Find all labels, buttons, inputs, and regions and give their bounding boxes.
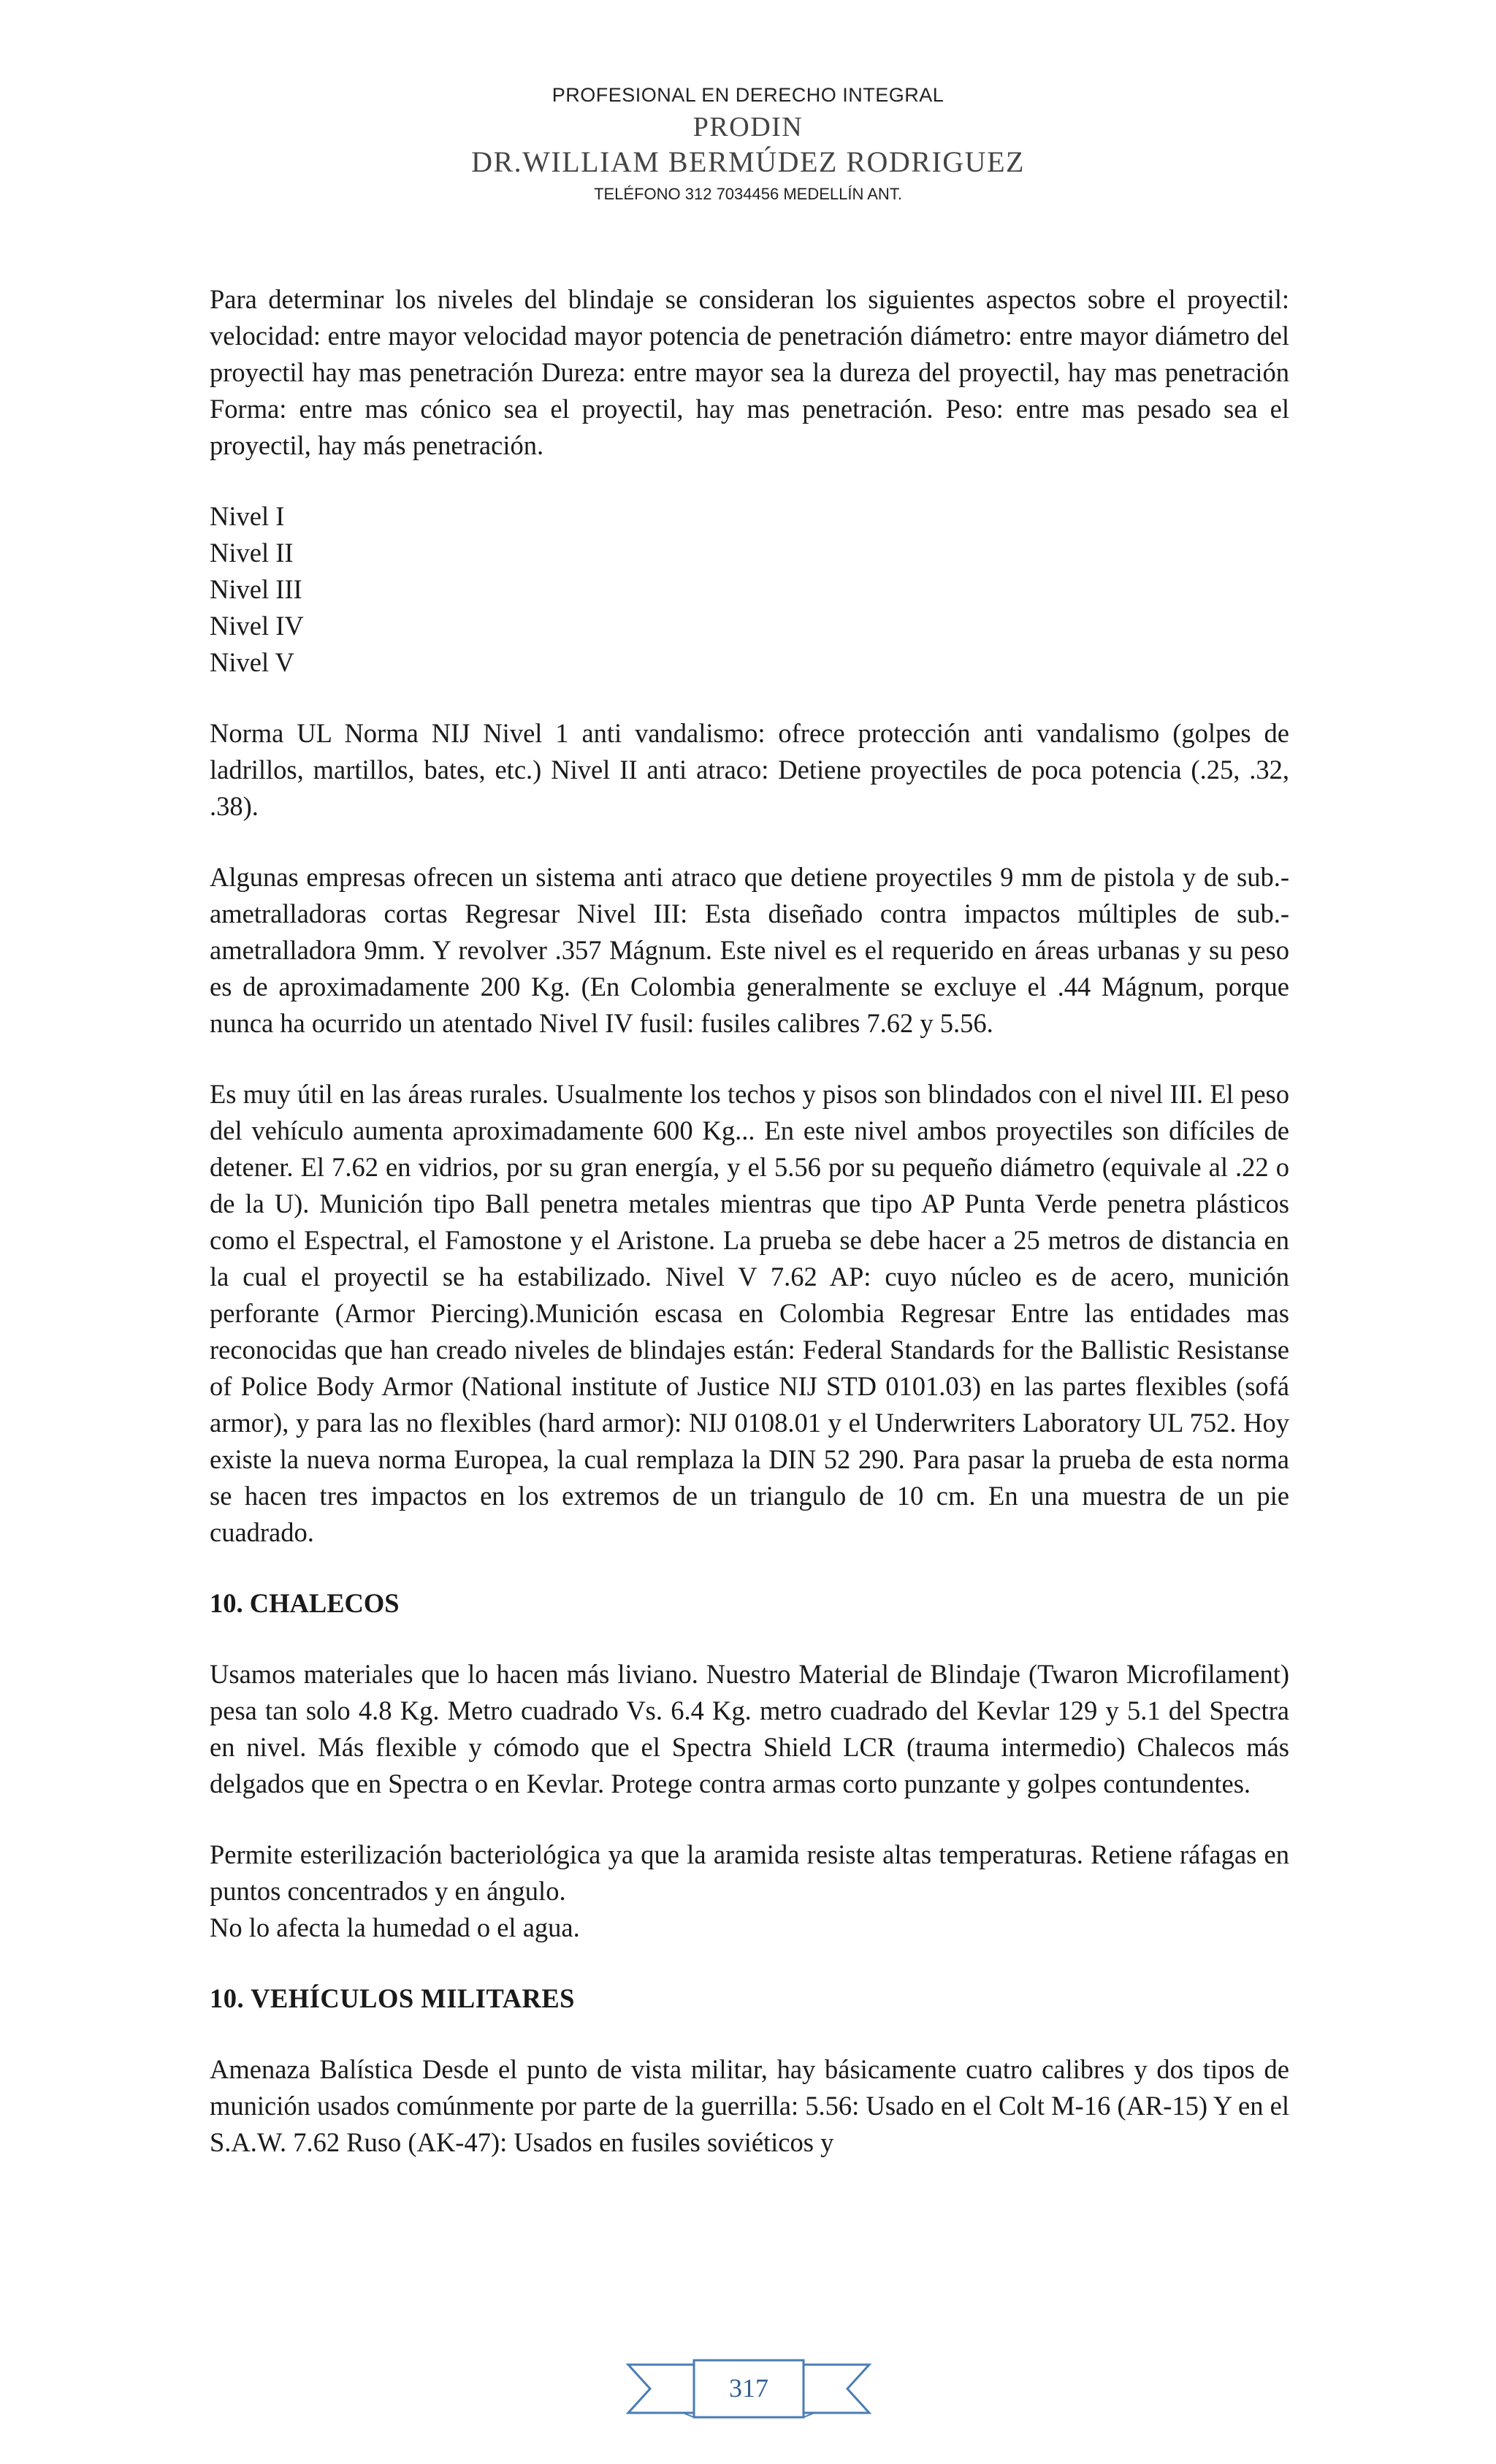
level-item: Nivel II xyxy=(210,538,294,568)
paragraph-projectile-aspects: Para determinar los niveles del blindaje se consideran los siguientes aspectos sobre el proyectil: velocidad: entre mayor velocidad mayor potencia de penetración diámetro: entre mayor diámetro del proyectil hay mas penetración Dureza: entre mayor sea la dureza del proyectil, hay mas penetración Forma: entre mas cónico sea el proyectil, hay mas penetración. Peso: entre mas pesado sea el proyectil, hay más penetración. xyxy=(210,284,1289,460)
paragraph-sterilization: Permite esterilización bacteriológica ya que la aramida resiste altas temperaturas. Retiene ráfagas en puntos concentrados y en ángulo. xyxy=(210,1839,1289,1906)
paragraph-norma-ul: Norma UL Norma NIJ Nivel 1 anti vandalismo: ofrece protección anti vandalismo (golpes de ladrillos, martillos, bates, etc.) Nivel II anti atraco: Detiene proyectiles de poca potencia (.25, .32, .38). xyxy=(210,718,1289,821)
level-item: Nivel V xyxy=(210,647,294,677)
level-item: Nivel III xyxy=(210,574,302,604)
page-number: 317 xyxy=(729,2373,768,2403)
header-acronym: PRODIN xyxy=(692,112,804,142)
paragraph-ballistic-threat: Amenaza Balística Desde el punto de vista militar, hay básicamente cuatro calibres y dos tipos de munición usados comúnmente por parte de la guerrilla: 5.56: Usado en el Colt M-16 (AR-15) Y en el S.A.W. 7.62 Ruso (AK-47): Usados en fusiles soviéticos y xyxy=(210,2054,1289,2157)
level-item: Nivel I xyxy=(210,501,285,531)
header-firm-name: PROFESIONAL EN DERECHO INTEGRAL xyxy=(552,84,944,106)
paragraph-materials: Usamos materiales que lo hacen más liviano. Nuestro Material de Blindaje (Twaron Microfilament) pesa tan solo 4.8 Kg. Metro cuadrado Vs. 6.4 Kg. metro cuadrado del Kevlar 129 y 5.1 del Spectra en nivel. Más flexible y cómodo que el Spectra Shield LCR (trauma intermedio) Chalecos más delgados que en Spectra o en Kevlar. Protege contra armas corto punzante y golpes contundentes. xyxy=(210,1659,1289,1799)
page-header xyxy=(0,80,1496,209)
header-author: DR.WILLIAM BERMÚDEZ RODRIGUEZ xyxy=(471,145,1025,178)
paragraph-anti-atraco: Algunas empresas ofrecen un sistema anti atraco que detiene proyectiles 9 mm de pistola y de sub.-ametralladoras cortas Regresar Nivel III: Esta diseñado contra impactos múltiples de sub.- ametralladora 9mm. Y revolver .357 Mágnum. Este nivel es el requerido en áreas urbanas y su peso es de aproximadamente 200 Kg. (En Colombia generalmente se excluye el .44 Mágnum, porque nunca ha ocurrido un atentado Nivel IV fusil: fusiles calibres 7.62 y 5.56. xyxy=(210,862,1289,1038)
paragraph-humidity: No lo afecta la humedad o el agua. xyxy=(210,1912,580,1942)
section-heading-vehiculos: 10. VEHÍCULOS MILITARES xyxy=(210,1983,575,2013)
level-item: Nivel IV xyxy=(210,611,304,641)
page-number-ribbon xyxy=(621,2356,877,2422)
header-phone: TELÉFONO 312 7034456 MEDELLÍN ANT. xyxy=(594,185,902,203)
paragraph-rural-areas: Es muy útil en las áreas rurales. Usualmente los techos y pisos son blindados con el nivel III. El peso del vehículo aumenta aproximadamente 600 Kg... En este nivel ambos proyectiles son difíciles de detener. El 7.62 en vidrios, por su gran energía, y el 5.56 por su pequeño diámetro (equivale al .22 o de la U). Munición tipo Ball penetra metales mientras que tipo AP Punta Verde penetra plásticos como el Espectral, el Famostone y el Aristone. La prueba se debe hacer a 25 metros de distancia en la cual el proyectil se ha estabilizado. Nivel V 7.62 AP: cuyo núcleo es de acero, munición perforante (Armor Piercing).Munición escasa en Colombia Regresar Entre las entidades mas reconocidas que han creado niveles de blindajes están: Federal Standards for the Ballistic Resistanse of Police Body Armor (National institute of Justice NIJ STD 0101.03) en las partes flexibles (sofá armor), y para las no flexibles (hard armor): NIJ 0108.01 y el Underwriters Laboratory UL 752. Hoy existe la nueva norma Europea, la cual remplaza la DIN 52 290. Para pasar la prueba de esta norma se hacen tres impactos en los extremos de un triangulo de 10 cm. En una muestra de un pie cuadrado. xyxy=(210,1079,1289,1547)
levels-list xyxy=(210,498,1289,681)
section-heading-chalecos: 10. CHALECOS xyxy=(210,1588,400,1618)
document-body xyxy=(210,281,1289,2195)
